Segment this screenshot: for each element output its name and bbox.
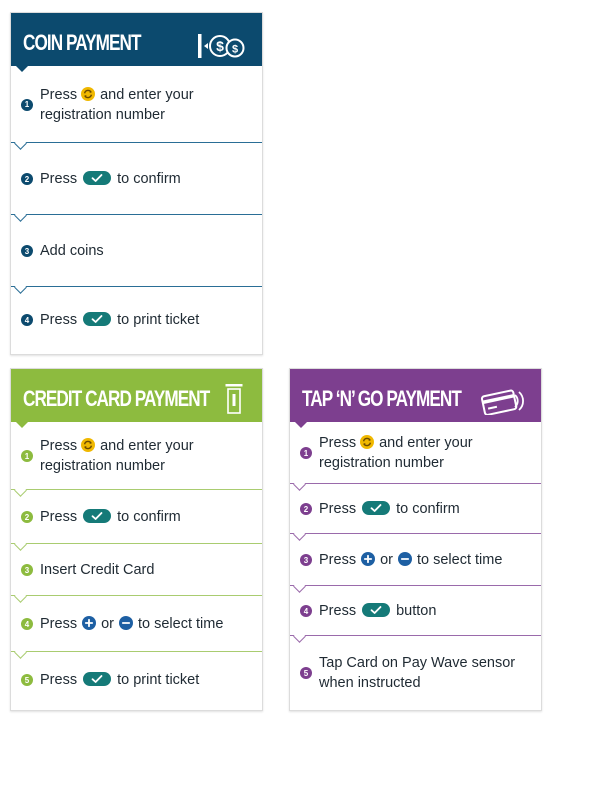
step-text: Press or to select time bbox=[40, 616, 224, 632]
step-number: 4 bbox=[21, 618, 33, 630]
coin-slot-icon bbox=[197, 33, 249, 59]
step-text: Press button bbox=[319, 603, 437, 619]
step-number: 3 bbox=[21, 245, 33, 257]
step-text: Press and enter your registration number bbox=[40, 86, 194, 123]
tap-step-4 bbox=[290, 586, 541, 636]
credit-step-5 bbox=[11, 652, 262, 708]
refresh-icon bbox=[81, 87, 95, 101]
refresh-icon bbox=[360, 435, 374, 449]
credit-step-1 bbox=[11, 422, 262, 490]
card-title: TAP ‘N’ GO PAYMENT bbox=[302, 385, 461, 411]
coin-step-4 bbox=[11, 287, 262, 353]
svg-text:$: $ bbox=[216, 38, 224, 54]
step-number: 5 bbox=[300, 667, 312, 679]
credit-card-payment-header bbox=[11, 369, 262, 422]
step-number: 5 bbox=[21, 674, 33, 686]
tap-step-1 bbox=[290, 422, 541, 484]
card-title: COIN PAYMENT bbox=[23, 29, 141, 55]
tap-n-go-payment-card bbox=[289, 368, 542, 711]
minus-icon bbox=[119, 616, 133, 630]
svg-text:$: $ bbox=[231, 43, 239, 56]
plus-icon bbox=[82, 616, 96, 630]
step-text: Press and enter your registration number bbox=[319, 435, 473, 471]
step-text: Press to print ticket bbox=[40, 312, 200, 328]
coin-step-1 bbox=[11, 66, 262, 143]
contactless-card-icon bbox=[480, 387, 526, 415]
step-text: Add coins bbox=[40, 243, 104, 259]
tap-step-2 bbox=[290, 484, 541, 534]
check-button-icon bbox=[362, 603, 390, 617]
check-button-icon bbox=[83, 509, 111, 523]
card-slot-icon bbox=[225, 383, 243, 415]
coin-step-3 bbox=[11, 215, 262, 287]
step-number: 1 bbox=[300, 447, 312, 459]
credit-card-payment-card bbox=[10, 368, 263, 711]
tap-step-3 bbox=[290, 534, 541, 586]
step-number: 2 bbox=[300, 503, 312, 515]
step-text: Press or to select time bbox=[319, 552, 503, 568]
step-text: Tap Card on Pay Wave sensor when instructed bbox=[319, 655, 516, 691]
step-text: Insert Credit Card bbox=[40, 562, 155, 578]
credit-step-3 bbox=[11, 544, 262, 596]
coin-payment-header bbox=[11, 13, 262, 66]
step-number: 3 bbox=[21, 564, 33, 576]
check-button-icon bbox=[83, 312, 111, 326]
credit-step-4 bbox=[11, 596, 262, 652]
card-title: CREDIT CARD PAYMENT bbox=[23, 385, 210, 411]
step-number: 1 bbox=[21, 99, 33, 111]
minus-icon bbox=[398, 552, 412, 566]
check-button-icon bbox=[83, 672, 111, 686]
tap-n-go-payment-header bbox=[290, 369, 541, 422]
step-number: 2 bbox=[21, 173, 33, 185]
coin-payment-card bbox=[10, 12, 263, 355]
step-text: Press to confirm bbox=[40, 509, 181, 525]
step-text: Press to confirm bbox=[319, 501, 460, 517]
refresh-icon bbox=[81, 438, 95, 452]
step-number: 3 bbox=[300, 554, 312, 566]
step-number: 1 bbox=[21, 450, 33, 462]
tap-step-5 bbox=[290, 636, 541, 710]
step-number: 4 bbox=[300, 605, 312, 617]
step-number: 4 bbox=[21, 314, 33, 326]
credit-step-2 bbox=[11, 490, 262, 544]
plus-icon bbox=[361, 552, 375, 566]
coin-step-2 bbox=[11, 143, 262, 215]
check-button-icon bbox=[362, 501, 390, 515]
check-button-icon bbox=[83, 171, 111, 185]
step-text: Press to confirm bbox=[40, 171, 181, 187]
step-text: Press to print ticket bbox=[40, 672, 200, 688]
step-number: 2 bbox=[21, 511, 33, 523]
step-text: Press and enter your registration number bbox=[40, 438, 194, 474]
